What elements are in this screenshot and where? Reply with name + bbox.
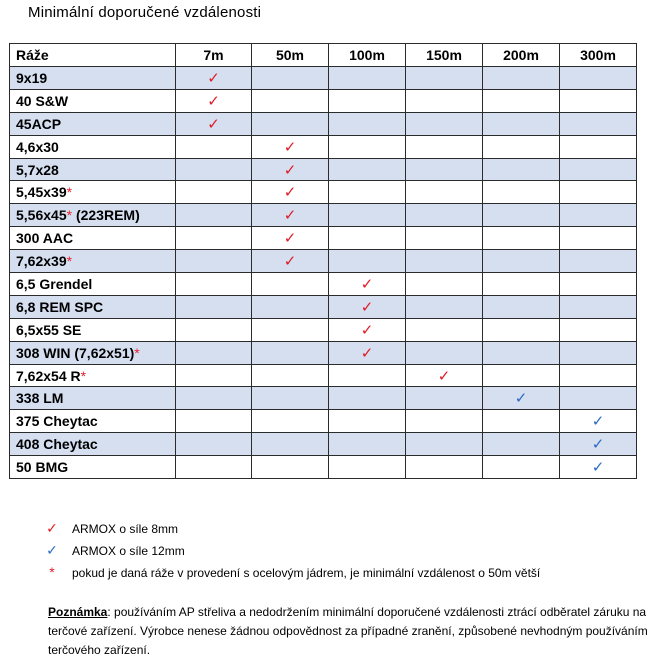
distance-cell xyxy=(483,318,560,341)
caliber-cell xyxy=(10,158,176,181)
distance-cell xyxy=(406,181,483,204)
distance-cell xyxy=(252,295,329,318)
distance-cell xyxy=(483,295,560,318)
caliber-cell xyxy=(10,433,176,456)
caliber-cell xyxy=(10,318,176,341)
table-row xyxy=(10,181,637,204)
table-row xyxy=(10,364,637,387)
caliber-cell xyxy=(10,456,176,479)
distance-cell xyxy=(176,135,252,158)
blue-check-icon: ✓ xyxy=(46,542,58,558)
caliber-cell xyxy=(10,181,176,204)
caliber-cell xyxy=(10,67,176,90)
distance-cell xyxy=(483,135,560,158)
caliber-cell xyxy=(10,89,176,112)
distance-cell xyxy=(329,204,406,227)
distance-cell xyxy=(176,158,252,181)
distance-cell xyxy=(560,67,637,90)
distance-cell xyxy=(406,318,483,341)
blue-check-icon: ✓ xyxy=(591,436,605,454)
distance-cell xyxy=(483,341,560,364)
red-check-icon: ✓ xyxy=(283,207,297,225)
distance-cell xyxy=(252,433,329,456)
distance-cell xyxy=(329,456,406,479)
note xyxy=(48,603,648,660)
table-row xyxy=(10,273,637,296)
caliber-cell xyxy=(10,341,176,364)
table-row xyxy=(10,456,637,479)
distance-cell xyxy=(176,204,252,227)
header-100m: 100m xyxy=(329,44,406,67)
distance-cell xyxy=(252,387,329,410)
red-check-icon: ✓ xyxy=(207,69,220,87)
distance-cell xyxy=(560,318,637,341)
distance-cell xyxy=(176,250,252,273)
caliber-cell xyxy=(10,135,176,158)
distance-cell xyxy=(252,181,329,204)
distance-cell xyxy=(483,364,560,387)
distance-cell xyxy=(406,112,483,135)
distance-cell xyxy=(176,273,252,296)
legend-text: pokud je daná ráže v provedení s ocelovým jádrem, je minimální vzdálenost o 50m větší xyxy=(72,566,541,580)
distance-cell xyxy=(483,181,560,204)
distance-cell xyxy=(176,433,252,456)
distance-cell xyxy=(483,158,560,181)
caliber-label: 45ACP xyxy=(16,115,62,132)
blue-check-icon: ✓ xyxy=(591,413,605,431)
distance-cell xyxy=(560,158,637,181)
caliber-label: 4,6x30 xyxy=(16,138,59,155)
blue-check-icon: ✓ xyxy=(514,390,528,408)
red-check-icon: ✓ xyxy=(46,520,58,536)
red-check-icon: ✓ xyxy=(283,230,297,248)
table-row xyxy=(10,135,637,158)
caliber-label: 6,5 Grendel xyxy=(16,275,93,292)
distance-cell xyxy=(176,67,252,90)
caliber-label: 50 BMG xyxy=(16,459,69,476)
page-title: Minimální doporučené vzdálenosti xyxy=(28,4,262,21)
star-icon: * xyxy=(134,344,140,361)
caliber-label: 375 Cheytac xyxy=(16,413,98,430)
table-row xyxy=(10,250,637,273)
note-text: : používáním AP střeliva a nedodržením minimální doporučené vzdálenosti ztrácí odběratel záruku na terčové zařízení. Výrobce nenese žádnou odpovědnost za případné zranění, způsobené nevhodným používáním terčového zařízení. xyxy=(48,605,648,657)
caliber-cell xyxy=(10,364,176,387)
table-row xyxy=(10,67,637,90)
distance-cell xyxy=(560,273,637,296)
distance-cell xyxy=(560,135,637,158)
distance-cell xyxy=(483,410,560,433)
red-check-icon: ✓ xyxy=(283,161,297,179)
distance-cell xyxy=(483,387,560,410)
table-row xyxy=(10,410,637,433)
star-icon: * xyxy=(66,184,73,201)
distance-cell xyxy=(176,387,252,410)
distance-cell xyxy=(176,341,252,364)
distance-cell xyxy=(483,89,560,112)
distance-cell xyxy=(329,410,406,433)
caliber-label: 6,8 REM SPC xyxy=(16,298,104,315)
caliber-cell xyxy=(10,227,176,250)
table-row xyxy=(10,387,637,410)
header-200m: 200m xyxy=(483,44,560,67)
distance-cell xyxy=(329,341,406,364)
distance-cell xyxy=(560,364,637,387)
caliber-cell xyxy=(10,112,176,135)
distance-cell xyxy=(329,387,406,410)
distance-cell xyxy=(406,433,483,456)
distance-cell xyxy=(406,158,483,181)
table-row xyxy=(10,89,637,112)
red-check-icon: ✓ xyxy=(360,344,374,362)
star-icon: * xyxy=(66,207,73,224)
distance-cell xyxy=(406,273,483,296)
red-check-icon: ✓ xyxy=(207,92,220,110)
distance-cell xyxy=(329,67,406,90)
distance-cell xyxy=(252,318,329,341)
red-check-icon: ✓ xyxy=(283,253,297,271)
distance-cell xyxy=(560,387,637,410)
caliber-label: 9x19 xyxy=(16,69,48,86)
caliber-label: 308 WIN (7,62x51) xyxy=(16,344,135,361)
distance-cell xyxy=(329,273,406,296)
distance-cell xyxy=(252,250,329,273)
distance-cell xyxy=(252,204,329,227)
distance-cell xyxy=(252,135,329,158)
distance-cell xyxy=(406,410,483,433)
legend-text: ARMOX o síle 8mm xyxy=(72,522,179,536)
distance-cell xyxy=(406,387,483,410)
distance-cell xyxy=(560,181,637,204)
distance-cell xyxy=(329,89,406,112)
distance-cell xyxy=(252,456,329,479)
distance-cell xyxy=(176,456,252,479)
distance-cell xyxy=(406,456,483,479)
caliber-label: 40 S&W xyxy=(16,92,69,109)
distance-cell xyxy=(406,89,483,112)
caliber-cell xyxy=(10,204,176,227)
caliber-label: 5,7x28 xyxy=(16,161,59,178)
distance-cell xyxy=(329,433,406,456)
distance-cell xyxy=(252,112,329,135)
table-row xyxy=(10,341,637,364)
distance-cell xyxy=(176,295,252,318)
caliber-cell xyxy=(10,250,176,273)
header-150m: 150m xyxy=(406,44,483,67)
distance-cell xyxy=(560,204,637,227)
caliber-cell xyxy=(10,273,176,296)
distance-cell xyxy=(252,158,329,181)
caliber-label: 7,62x39 xyxy=(16,253,67,270)
distance-cell xyxy=(329,364,406,387)
distance-cell xyxy=(483,227,560,250)
table-row xyxy=(10,204,637,227)
distance-cell xyxy=(560,295,637,318)
legend-text: ARMOX o síle 12mm xyxy=(72,544,185,558)
distance-cell xyxy=(406,250,483,273)
distance-cell xyxy=(329,112,406,135)
distance-cell xyxy=(406,204,483,227)
table-row xyxy=(10,112,637,135)
distance-cell xyxy=(252,364,329,387)
caliber-label: 5,56x45 xyxy=(16,207,67,224)
distance-cell xyxy=(483,204,560,227)
distance-cell xyxy=(329,181,406,204)
distance-cell xyxy=(483,112,560,135)
distance-cell xyxy=(560,89,637,112)
caliber-label: 5,45x39 xyxy=(16,184,67,201)
table-row xyxy=(10,227,637,250)
red-check-icon: ✓ xyxy=(283,184,297,202)
distance-cell xyxy=(176,410,252,433)
table-row xyxy=(10,318,637,341)
distance-cell xyxy=(176,89,252,112)
distance-cell xyxy=(252,67,329,90)
distance-table xyxy=(9,43,637,479)
caliber-cell xyxy=(10,410,176,433)
distance-cell xyxy=(560,227,637,250)
caliber-label: 408 Cheytac xyxy=(16,436,98,453)
distance-cell xyxy=(252,273,329,296)
distance-cell xyxy=(329,227,406,250)
distance-cell xyxy=(483,273,560,296)
distance-cell xyxy=(176,227,252,250)
distance-cell xyxy=(176,318,252,341)
table-body xyxy=(10,67,637,479)
caliber-label: 300 AAC xyxy=(16,230,74,247)
distance-cell xyxy=(406,135,483,158)
caliber-cell xyxy=(10,295,176,318)
red-check-icon: ✓ xyxy=(360,321,374,339)
red-check-icon: ✓ xyxy=(437,367,451,385)
distance-cell xyxy=(406,227,483,250)
distance-cell xyxy=(483,456,560,479)
distance-cell xyxy=(483,433,560,456)
distance-cell xyxy=(560,410,637,433)
blue-check-icon: ✓ xyxy=(591,459,605,477)
red-check-icon: ✓ xyxy=(207,115,220,133)
table-row xyxy=(10,158,637,181)
caliber-label: 7,62x54 R xyxy=(16,367,81,384)
caliber-cell xyxy=(10,387,176,410)
caliber-suffix: (223REM) xyxy=(72,207,140,224)
header-caliber: Ráže xyxy=(10,44,176,67)
distance-cell xyxy=(329,158,406,181)
caliber-label: 6,5x55 SE xyxy=(16,321,82,338)
distance-cell xyxy=(176,181,252,204)
distance-cell xyxy=(560,112,637,135)
distance-cell xyxy=(483,67,560,90)
red-check-icon: ✓ xyxy=(360,275,374,293)
header-50m: 50m xyxy=(252,44,329,67)
star-icon: * xyxy=(66,253,73,270)
distance-cell xyxy=(406,364,483,387)
table-row xyxy=(10,295,637,318)
distance-cell xyxy=(560,341,637,364)
distance-cell xyxy=(406,341,483,364)
distance-cell xyxy=(329,295,406,318)
distance-cell xyxy=(406,67,483,90)
caliber-label: 338 LM xyxy=(16,390,64,407)
distance-cell xyxy=(176,364,252,387)
distance-cell xyxy=(560,250,637,273)
star-icon: * xyxy=(49,564,55,580)
distance-cell xyxy=(406,295,483,318)
distance-cell xyxy=(329,250,406,273)
note-label: Poznámka xyxy=(48,605,108,619)
distance-cell xyxy=(560,433,637,456)
table-row xyxy=(10,433,637,456)
star-icon: * xyxy=(80,367,87,384)
header-7m: 7m xyxy=(176,44,252,67)
distance-cell xyxy=(176,112,252,135)
distance-cell xyxy=(252,410,329,433)
distance-cell xyxy=(252,89,329,112)
header-300m: 300m xyxy=(560,44,637,67)
table-header-row xyxy=(10,44,637,67)
red-check-icon: ✓ xyxy=(283,138,297,156)
distance-cell xyxy=(252,227,329,250)
distance-cell xyxy=(252,341,329,364)
distance-cell xyxy=(560,456,637,479)
red-check-icon: ✓ xyxy=(360,298,374,316)
distance-cell xyxy=(483,250,560,273)
distance-cell xyxy=(329,135,406,158)
distance-cell xyxy=(329,318,406,341)
